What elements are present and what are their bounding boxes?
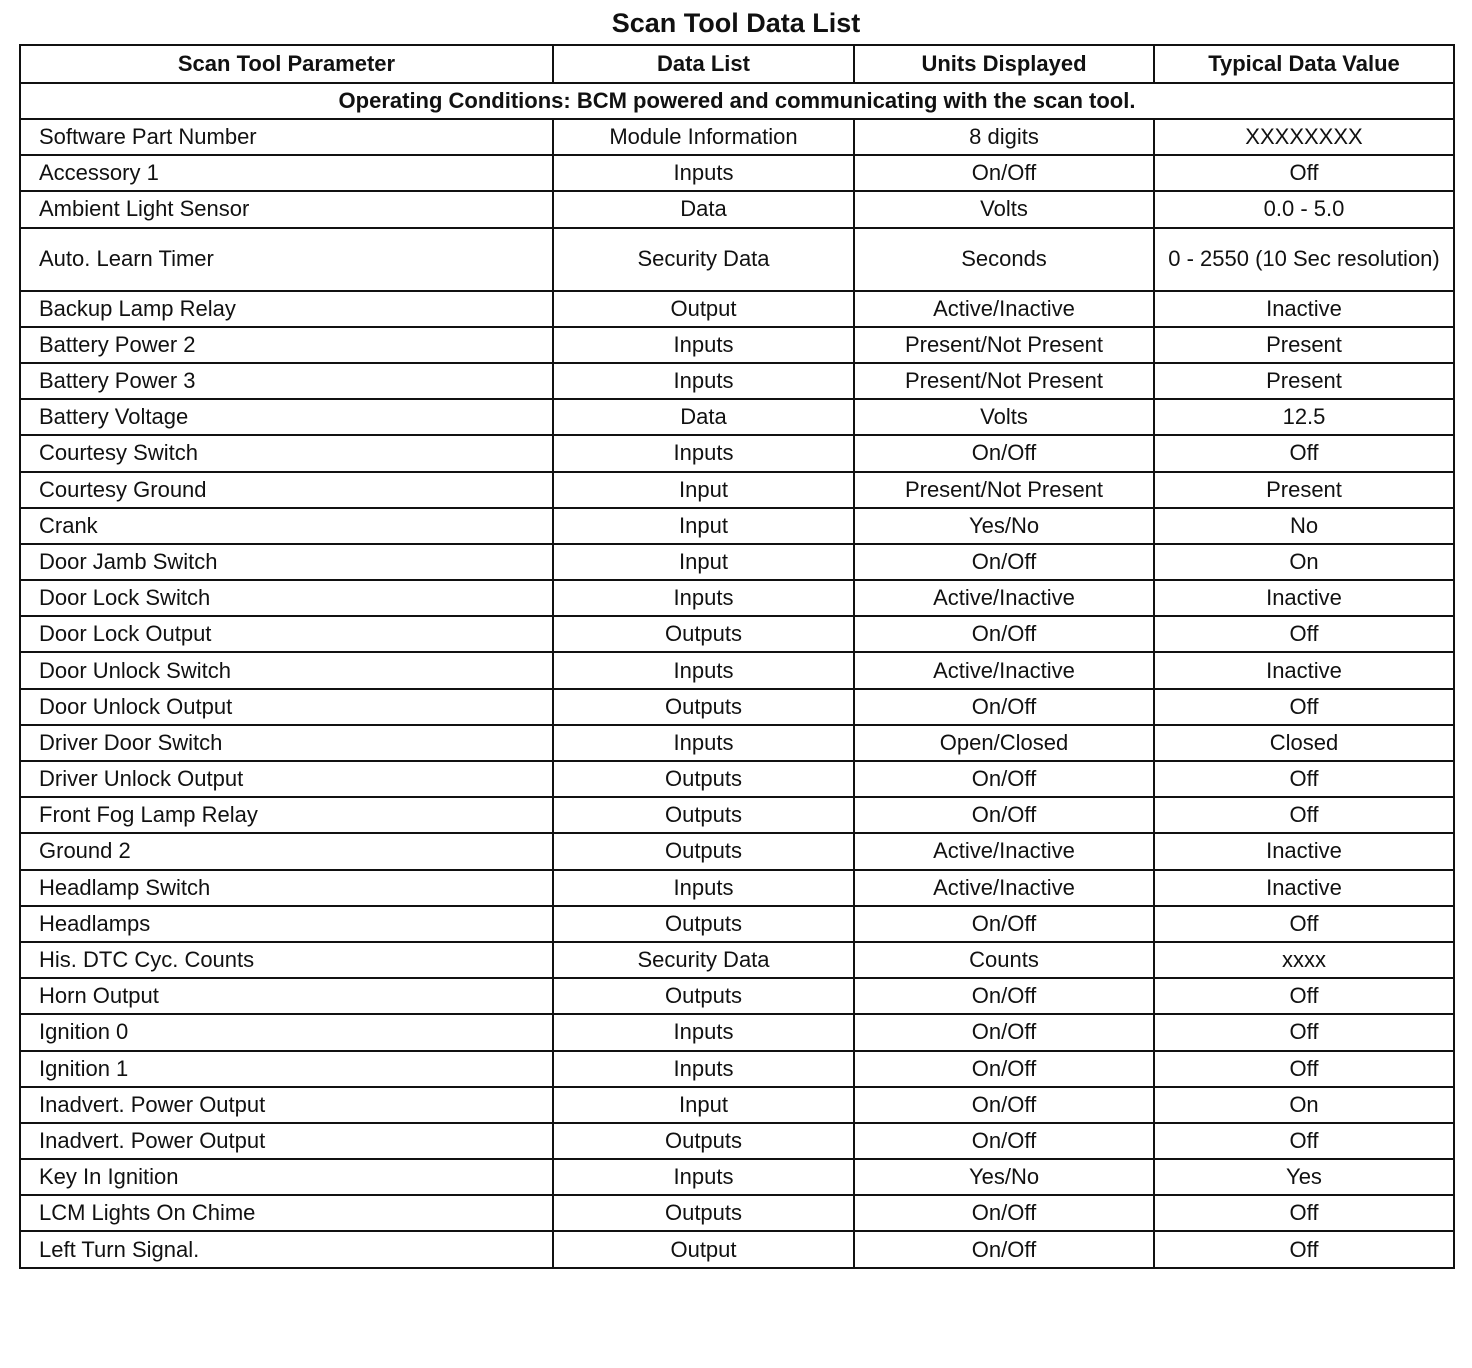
table-row: [20, 870, 1454, 906]
cell-parameter: Driver Door Switch: [20, 725, 553, 761]
cell-typical: xxxx: [1154, 942, 1454, 978]
cell-units: On/Off: [854, 797, 1154, 833]
cell-typical: 12.5: [1154, 399, 1454, 435]
cell-units: 8 digits: [854, 119, 1154, 155]
cell-data-list: Input: [553, 1087, 854, 1123]
cell-typical: Inactive: [1154, 291, 1454, 327]
cell-parameter: Inadvert. Power Output: [20, 1123, 553, 1159]
cell-typical: Present: [1154, 363, 1454, 399]
cell-parameter: Inadvert. Power Output: [20, 1087, 553, 1123]
cell-typical: Yes: [1154, 1159, 1454, 1195]
table-row: [20, 1159, 1454, 1195]
cell-data-list: Outputs: [553, 906, 854, 942]
cell-data-list: Data: [553, 399, 854, 435]
cell-typical: Inactive: [1154, 652, 1454, 688]
cell-typical: Off: [1154, 1195, 1454, 1231]
cell-units: On/Off: [854, 1123, 1154, 1159]
cell-parameter: Ground 2: [20, 833, 553, 869]
cell-units: Open/Closed: [854, 725, 1154, 761]
cell-parameter: Accessory 1: [20, 155, 553, 191]
cell-data-list: Inputs: [553, 155, 854, 191]
cell-data-list: Outputs: [553, 616, 854, 652]
cell-typical: Off: [1154, 1123, 1454, 1159]
table-row: [20, 1087, 1454, 1123]
cell-typical: On: [1154, 1087, 1454, 1123]
operating-conditions: Operating Conditions: BCM powered and communicating with the scan tool.: [20, 83, 1454, 119]
cell-parameter: LCM Lights On Chime: [20, 1195, 553, 1231]
table-row: [20, 327, 1454, 363]
cell-units: Present/Not Present: [854, 363, 1154, 399]
table-row: [20, 291, 1454, 327]
cell-units: On/Off: [854, 616, 1154, 652]
operating-conditions-row: [20, 83, 1454, 119]
cell-typical: Off: [1154, 689, 1454, 725]
cell-data-list: Inputs: [553, 1014, 854, 1050]
cell-parameter: Battery Power 2: [20, 327, 553, 363]
cell-typical: Present: [1154, 472, 1454, 508]
cell-typical: 0.0 - 5.0: [1154, 191, 1454, 227]
cell-parameter: Door Lock Output: [20, 616, 553, 652]
cell-data-list: Outputs: [553, 689, 854, 725]
cell-parameter: Horn Output: [20, 978, 553, 1014]
cell-units: On/Off: [854, 761, 1154, 797]
table-row: [20, 363, 1454, 399]
cell-typical: Off: [1154, 761, 1454, 797]
cell-units: On/Off: [854, 1231, 1154, 1267]
cell-typical: Inactive: [1154, 870, 1454, 906]
cell-data-list: Data: [553, 191, 854, 227]
cell-typical: Off: [1154, 435, 1454, 471]
cell-data-list: Input: [553, 472, 854, 508]
cell-typical: No: [1154, 508, 1454, 544]
cell-parameter: Ignition 0: [20, 1014, 553, 1050]
cell-data-list: Outputs: [553, 978, 854, 1014]
table-row: [20, 472, 1454, 508]
cell-parameter: Front Fog Lamp Relay: [20, 797, 553, 833]
cell-units: Counts: [854, 942, 1154, 978]
cell-data-list: Input: [553, 508, 854, 544]
cell-units: Yes/No: [854, 508, 1154, 544]
table-row: [20, 1123, 1454, 1159]
cell-data-list: Outputs: [553, 797, 854, 833]
cell-units: On/Off: [854, 544, 1154, 580]
cell-units: On/Off: [854, 155, 1154, 191]
cell-parameter: Ignition 1: [20, 1051, 553, 1087]
cell-data-list: Outputs: [553, 833, 854, 869]
cell-typical: 0 - 2550 (10 Sec resolution): [1154, 228, 1454, 291]
cell-units: Volts: [854, 191, 1154, 227]
cell-units: Present/Not Present: [854, 472, 1154, 508]
cell-units: Active/Inactive: [854, 833, 1154, 869]
cell-parameter: Key In Ignition: [20, 1159, 553, 1195]
table-row: [20, 978, 1454, 1014]
table-row: [20, 544, 1454, 580]
cell-units: Active/Inactive: [854, 580, 1154, 616]
cell-data-list: Outputs: [553, 1195, 854, 1231]
cell-parameter: Door Lock Switch: [20, 580, 553, 616]
cell-parameter: Courtesy Switch: [20, 435, 553, 471]
table-row: [20, 399, 1454, 435]
cell-typical: Off: [1154, 616, 1454, 652]
cell-data-list: Outputs: [553, 1123, 854, 1159]
cell-data-list: Security Data: [553, 228, 854, 291]
cell-data-list: Output: [553, 1231, 854, 1267]
cell-typical: Present: [1154, 327, 1454, 363]
cell-data-list: Inputs: [553, 725, 854, 761]
table-row: [20, 155, 1454, 191]
cell-typical: Off: [1154, 797, 1454, 833]
cell-units: Seconds: [854, 228, 1154, 291]
table-row: [20, 906, 1454, 942]
header-units: Units Displayed: [854, 45, 1154, 83]
cell-units: On/Off: [854, 978, 1154, 1014]
cell-parameter: Driver Unlock Output: [20, 761, 553, 797]
table-row: [20, 616, 1454, 652]
cell-typical: On: [1154, 544, 1454, 580]
table-row: [20, 1231, 1454, 1267]
cell-typical: Off: [1154, 155, 1454, 191]
cell-data-list: Output: [553, 291, 854, 327]
cell-units: Active/Inactive: [854, 652, 1154, 688]
cell-typical: Off: [1154, 1231, 1454, 1267]
table-row: [20, 689, 1454, 725]
header-data-list: Data List: [553, 45, 854, 83]
cell-data-list: Outputs: [553, 761, 854, 797]
cell-parameter: Left Turn Signal.: [20, 1231, 553, 1267]
table-row: [20, 942, 1454, 978]
cell-parameter: Battery Power 3: [20, 363, 553, 399]
cell-typical: XXXXXXXX: [1154, 119, 1454, 155]
table-row: [20, 1195, 1454, 1231]
cell-typical: Off: [1154, 1014, 1454, 1050]
cell-units: On/Off: [854, 1051, 1154, 1087]
cell-data-list: Inputs: [553, 1051, 854, 1087]
table-row: [20, 580, 1454, 616]
cell-typical: Off: [1154, 906, 1454, 942]
cell-data-list: Inputs: [553, 580, 854, 616]
cell-data-list: Input: [553, 544, 854, 580]
cell-data-list: Inputs: [553, 652, 854, 688]
cell-parameter: Door Unlock Switch: [20, 652, 553, 688]
cell-parameter: Auto. Learn Timer: [20, 228, 553, 291]
table-row: [20, 1051, 1454, 1087]
cell-data-list: Inputs: [553, 363, 854, 399]
cell-typical: Off: [1154, 978, 1454, 1014]
table-row: [20, 725, 1454, 761]
cell-units: On/Off: [854, 906, 1154, 942]
cell-typical: Off: [1154, 1051, 1454, 1087]
cell-units: On/Off: [854, 1195, 1154, 1231]
table-row: [20, 508, 1454, 544]
cell-typical: Inactive: [1154, 833, 1454, 869]
cell-parameter: Backup Lamp Relay: [20, 291, 553, 327]
table-header-row: [20, 45, 1454, 83]
table-row: [20, 228, 1454, 291]
cell-units: On/Off: [854, 435, 1154, 471]
table-row: [20, 1014, 1454, 1050]
cell-units: Volts: [854, 399, 1154, 435]
cell-parameter: Software Part Number: [20, 119, 553, 155]
cell-parameter: Door Jamb Switch: [20, 544, 553, 580]
cell-parameter: Battery Voltage: [20, 399, 553, 435]
table-row: [20, 761, 1454, 797]
cell-data-list: Inputs: [553, 870, 854, 906]
cell-units: On/Off: [854, 689, 1154, 725]
cell-typical: Inactive: [1154, 580, 1454, 616]
cell-data-list: Security Data: [553, 942, 854, 978]
cell-units: Active/Inactive: [854, 291, 1154, 327]
table-row: [20, 119, 1454, 155]
cell-units: Yes/No: [854, 1159, 1154, 1195]
table-row: [20, 652, 1454, 688]
table-row: [20, 833, 1454, 869]
cell-data-list: Inputs: [553, 327, 854, 363]
cell-parameter: Headlamp Switch: [20, 870, 553, 906]
table-row: [20, 797, 1454, 833]
cell-data-list: Module Information: [553, 119, 854, 155]
page-title: Scan Tool Data List: [611, 8, 861, 38]
cell-parameter: Headlamps: [20, 906, 553, 942]
table-row: [20, 435, 1454, 471]
cell-units: Active/Inactive: [854, 870, 1154, 906]
cell-parameter: Crank: [20, 508, 553, 544]
cell-units: On/Off: [854, 1014, 1154, 1050]
table-row: [20, 191, 1454, 227]
scan-tool-data-table: [19, 44, 1455, 1269]
cell-data-list: Inputs: [553, 1159, 854, 1195]
cell-units: On/Off: [854, 1087, 1154, 1123]
header-parameter: Scan Tool Parameter: [20, 45, 553, 83]
cell-parameter: Ambient Light Sensor: [20, 191, 553, 227]
cell-parameter: Door Unlock Output: [20, 689, 553, 725]
cell-typical: Closed: [1154, 725, 1454, 761]
cell-parameter: His. DTC Cyc. Counts: [20, 942, 553, 978]
cell-data-list: Inputs: [553, 435, 854, 471]
cell-units: Present/Not Present: [854, 327, 1154, 363]
cell-parameter: Courtesy Ground: [20, 472, 553, 508]
header-typical: Typical Data Value: [1154, 45, 1454, 83]
